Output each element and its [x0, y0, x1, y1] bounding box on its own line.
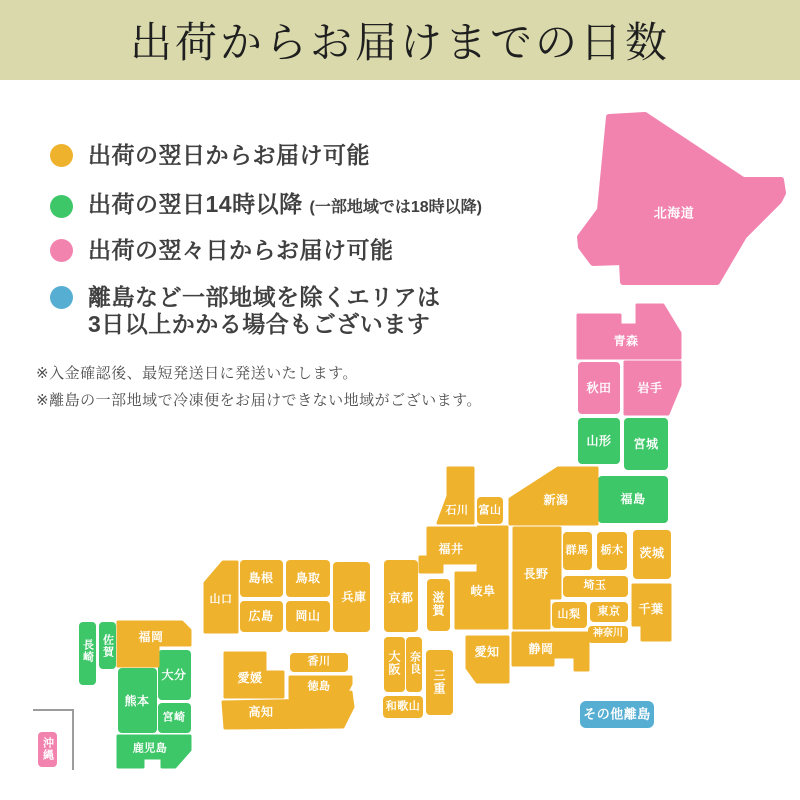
pref-okinawa-label: 沖縄: [41, 737, 54, 761]
pref-kochi-label: 高知: [248, 705, 274, 719]
pref-nagasaki-label: 長崎: [81, 639, 94, 663]
pref-ishikawa-label: 石川: [445, 504, 469, 517]
legend-label-after14: 出荷の翌日14時以降 (一部地域では18時以降): [88, 191, 482, 217]
pref-hiroshima-label: 広島: [248, 609, 274, 623]
pref-kumamoto-label: 熊本: [124, 694, 150, 708]
pref-gunma-label: 群馬: [565, 544, 589, 557]
legend-label-remote: 離島など一部地域を除くエリアは 3日以上かかる場合もございます: [88, 284, 441, 337]
pref-toyama-label: 富山: [478, 504, 502, 517]
pref-saga-label: 佐賀: [101, 634, 114, 658]
pref-tottori-label: 鳥取: [295, 571, 321, 585]
page-title: 出荷からお届けまでの日数: [129, 21, 670, 67]
pref-hokkaido-shape: [580, 115, 783, 282]
legend-label-after14-note: (一部地域では18時以降): [309, 199, 482, 216]
pref-niigata-label: 新潟: [543, 493, 569, 507]
pref-hyogo-label: 兵庫: [341, 590, 367, 604]
pref-nagano-label: 長野: [523, 567, 549, 581]
pref-aomori-shape: [578, 305, 680, 358]
pref-fukuoka-label: 福岡: [138, 630, 164, 644]
pref-kagawa-label: 香川: [307, 655, 331, 668]
pref-gifu-label: 岐阜: [470, 584, 496, 598]
pref-kyoto-label: 京都: [388, 591, 414, 605]
pref-chiba-label: 千葉: [638, 602, 664, 616]
pref-miyazaki-label: 宮崎: [162, 711, 186, 724]
pref-iwate-label: 岩手: [637, 381, 663, 395]
note-line-1: ※入金確認後、最短発送日に発送いたします。: [36, 365, 358, 382]
pref-kagoshima-label: 鹿児島: [132, 742, 168, 755]
pref-hokkaido-label: 北海道: [653, 205, 695, 221]
other-islands-label: その他離島: [583, 706, 651, 722]
pref-miyagi-label: 宮城: [633, 437, 659, 451]
pref-aichi-shape: [467, 637, 508, 682]
pref-shizuoka-label: 静岡: [528, 642, 554, 656]
pref-kanagawa-label: 神奈川: [593, 628, 623, 639]
pref-shiga-label: 滋賀: [431, 591, 445, 617]
legend-label-next-day: 出荷の翌日からお届け可能: [88, 142, 370, 168]
pref-fukushima-label: 福島: [620, 492, 646, 506]
pref-nara-label: 奈良: [408, 651, 421, 675]
legend-label-two-days: 出荷の翌々日からお届け可能: [88, 237, 394, 263]
pref-mie-label: 三重: [432, 669, 446, 695]
pref-yamagata-label: 山形: [586, 434, 612, 448]
pref-okayama-label: 岡山: [295, 609, 321, 623]
pref-aomori-label: 青森: [613, 334, 639, 348]
note-line-2: ※離島の一部地域で冷凍便をお届けできない地域がございます。: [36, 392, 482, 409]
pref-ibaraki-label: 茨城: [639, 546, 665, 560]
pref-saitama-label: 埼玉: [583, 579, 607, 592]
pref-yamanashi-label: 山梨: [557, 608, 581, 621]
pref-aichi-label: 愛知: [474, 645, 500, 659]
pref-wakayama-label: 和歌山: [385, 700, 421, 713]
pref-yamaguchi-label: 山口: [209, 593, 233, 606]
pref-tokyo-label: 東京: [597, 605, 621, 618]
pref-shimane-label: 島根: [248, 571, 274, 585]
pref-ehime-label: 愛媛: [237, 671, 263, 685]
pref-osaka-label: 大阪: [387, 650, 401, 676]
pref-oita-label: 大分: [161, 668, 187, 682]
pref-akita-label: 秋田: [586, 381, 612, 395]
pref-tokushima-label: 徳島: [307, 680, 331, 693]
pref-tochigi-label: 栃木: [600, 544, 624, 557]
pref-fukui-label: 福井: [438, 542, 464, 556]
